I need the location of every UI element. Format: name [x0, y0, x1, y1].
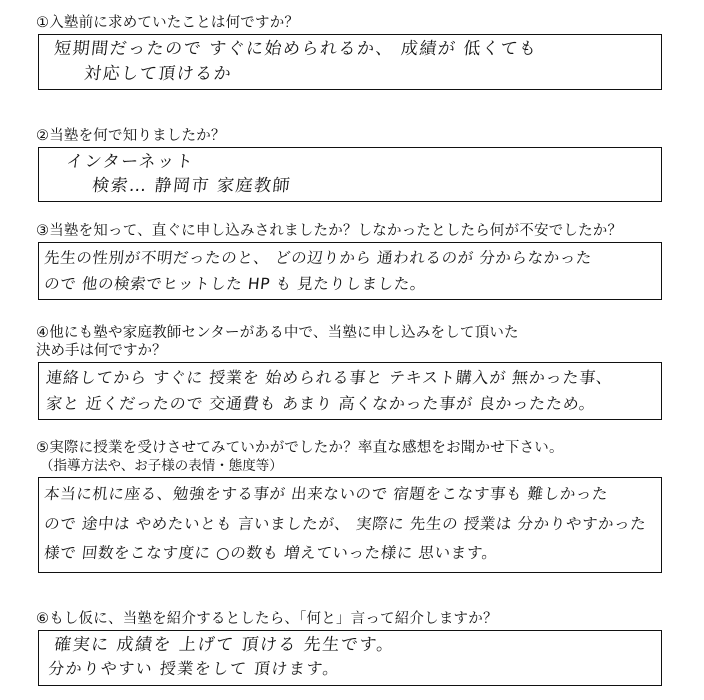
question-5-label: ⑤実際に授業を受けさせてみていかがでしたか？率直な感想をお聞かせ下さい。 [36, 440, 564, 456]
answer-2-box [38, 147, 662, 202]
answer-1-box [38, 34, 662, 90]
answer-6-box [38, 630, 662, 686]
answer-6-line-2: 分かりやすい 授業をして 頂けます。 [47, 659, 342, 678]
answer-6-line-1: 確実に 成績を 上げて 頂ける 先生です。 [53, 635, 396, 655]
question-4-label-2: 決め手は何ですか？ [36, 343, 167, 359]
question-1-label: ①入塾前に求めていたことは何ですか？ [36, 15, 300, 31]
question-5-sublabel: （指導方法や、お子様の表情・態度等） [40, 458, 283, 474]
answer-4-line-1: 連絡してから すぐに 授業を 始められる事と テキスト購入が 無かった事、 [45, 368, 614, 387]
answer-5-line-1: 本当に机に座る、勉強をする事が 出来ないので 宿題をこなす事も 難しかった [43, 485, 610, 503]
answer-2-line-2: 検索… 静岡市 家庭教師 [91, 176, 293, 196]
answer-3-line-2: ので 他の検索でヒットした HP も 見たりしました。 [43, 275, 428, 293]
question-3-label: ③当塾を知って、直ぐに申し込みされましたか？しなかったとしたら何が不安でしたか？ [36, 223, 623, 239]
question-4-label: ④他にも塾や家庭教師センターがある中で、当塾に申し込みをして頂いた [36, 325, 519, 341]
answer-4-box [38, 362, 662, 420]
answer-3-box [38, 242, 662, 300]
answer-3-line-1: 先生の性別が不明だったのと、 どの辺りから 通われるのが 分からなかった [43, 249, 593, 267]
answer-4-line-2: 家と 近くだったので 交通費も あまり 高くなかった事が 良かったため。 [45, 394, 597, 413]
answer-2-line-1: インターネット [65, 152, 196, 172]
question-2-label: ②当塾を何で知りましたか？ [36, 128, 226, 144]
answer-5-line-3: 様で 回数をこなす度に ○の数も 増えていった様に 思います。 [43, 544, 499, 562]
answer-5-box [38, 477, 662, 573]
question-6-label: ⑥もし仮に、当塾を紹介するとしたら、「何と」言って紹介しますか？ [36, 611, 498, 627]
answer-5-line-2: ので 途中は やめたいとも 言いましたが、 実際に 先生の 授業は 分かりやすかった [43, 515, 648, 533]
answer-1-line-1: 短期間だったので すぐに始められるか、 成績が 低くても [53, 39, 539, 59]
answer-1-line-2: 対応して頂けるか [83, 64, 234, 84]
